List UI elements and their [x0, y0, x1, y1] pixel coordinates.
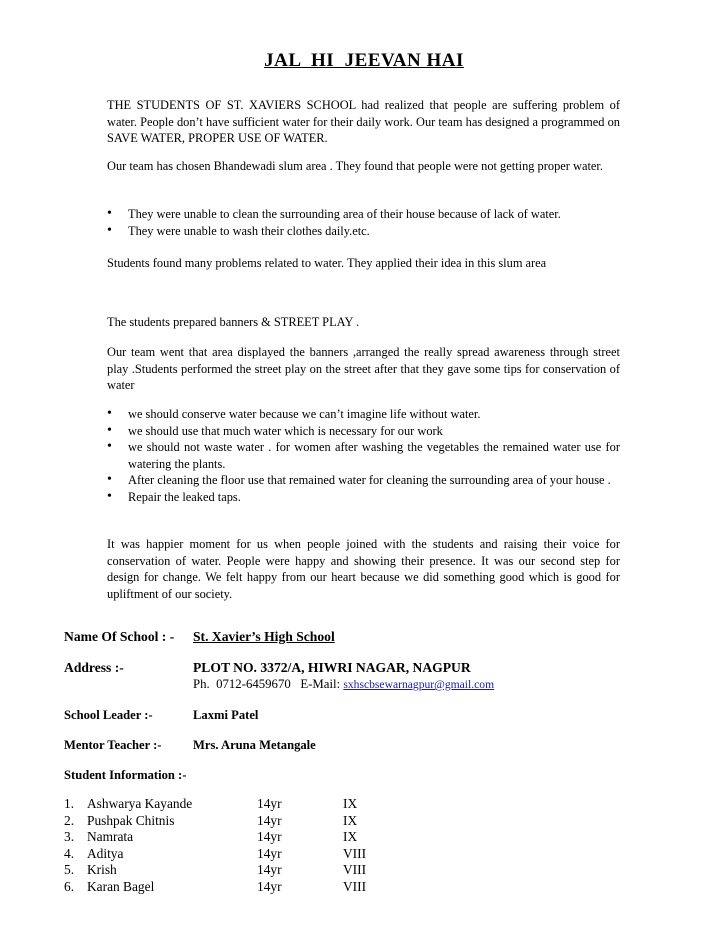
bullet-icon: • — [107, 439, 112, 454]
student-number: 3. — [64, 829, 75, 844]
student-row — [64, 796, 444, 813]
student-name: Ashwarya Kayande — [87, 796, 193, 811]
student-class: IX — [343, 829, 358, 844]
student-number: 5. — [64, 862, 75, 877]
student-class: VIII — [343, 878, 367, 894]
student-class: IX — [343, 812, 358, 828]
area-paragraph: Our team has chosen Bhandewadi slum area . They found that people were not getting proper water. — [107, 159, 603, 173]
student-row — [64, 829, 444, 846]
student-number: 2. — [64, 812, 75, 828]
student-name: Karan Bagel — [87, 878, 155, 894]
student-age: 14yr — [257, 862, 282, 877]
bullet-icon: • — [107, 206, 112, 221]
school-name-value: St. Xavier’s High School — [193, 629, 335, 644]
student-class: IX — [343, 796, 358, 811]
document-title: JAL HI JEEVAN HAI — [264, 50, 464, 71]
street-play-paragraph: Our team went that area displayed the banners ,arranged the really spread awareness through street play .Students performed the street play on the street after that they gave some tips for conservation of water — [107, 345, 620, 392]
document-page: JAL HI JEEVAN HAI THE STUDENTS OF ST. XAVIERS SCHOOL had realized that people are suffering problem of water. People don’t have sufficient water for their daily work. Our team has designed a programmed on SAVE WATER, PROPER USE OF WATER. Our team has chosen Bhandewadi slum area . They found that people were not getting proper water. • They were unable to clean the surrounding area of their house because of lack of water. • They were unable to wash their clothes daily.etc. Students found many problems related to water. They applied their idea in this slum area The students prepared banners & STREET PLAY . Our team went that area displayed the banners ,arranged the really spread awareness through street play .Students performed the street play on the street after that they gave some tips for conservation of water • we should conserve water because we can’t imagine life without water. • we should use that much water which is necessary for our work • we should not waste water . for women after washing the vegetables the remained water use for watering the plants. • After cleaning the floor use that remained water for cleaning the surrounding area of your house . • Repair the leaked taps. It was happier moment for us when people joined with the students and raising their voice for conservation of water. People were happy and showing their presence. It was our second step for design for change. We felt happy from our heart because we did something good which is good for upliftment of our society. Name Of School : - St. Xavier’s High School Address :- PLOT NO. 3372/A, HIWRI NAGAR, NAGPUR Ph. 0712-6459670 E-Mail: sxhscbsewarnagpur@gmail.com School Leader :- Laxmi Patel Mentor Teacher :- Mrs. Aruna Metangale Student Information :- 1. Ashwarya Kayande 14yr IX 2. Pushpak Chitnis 14yr IX 3. Namrata 14yr IX 4. Aditya 14yr VIII 5. Krish 14yr VIII 6. Karan Bagel 14yr VIII — [0, 0, 728, 942]
contact-line — [193, 676, 494, 693]
student-age: 14yr — [257, 796, 282, 811]
student-name: Pushpak Chitnis — [87, 812, 175, 828]
bullet-icon: • — [107, 488, 112, 504]
tips-list — [107, 406, 620, 505]
school-name-label: Name Of School : - — [64, 629, 175, 644]
mentor-label: Mentor Teacher :- — [64, 738, 162, 752]
address-label: Address :- — [64, 660, 124, 675]
problems-paragraph: Students found many problems related to water. They applied their idea in this slum area — [107, 256, 547, 270]
list-item: • They were unable to wash their clothes daily.etc. — [107, 222, 370, 238]
bullet-icon: • — [107, 406, 112, 421]
leader-value: Laxmi Patel — [193, 708, 259, 722]
student-name: Aditya — [87, 845, 124, 861]
student-row — [64, 862, 444, 879]
problems-list — [107, 206, 620, 239]
phone-text: Ph. 0712-6459670 E-Mail: — [193, 677, 344, 691]
leader-label: School Leader :- — [64, 708, 153, 722]
student-number: 6. — [64, 878, 75, 894]
list-item: • we should not waste water . for women after washing the vegetables the remained water use for watering the plants. — [107, 439, 620, 471]
conclusion-paragraph: It was happier moment for us when people joined with the students and raising their voice for conservation of water. People were happy and showing their presence. It was our second step for design for change. We felt happy from our heart because we did something good which is good for upliftment of our society. — [107, 537, 620, 601]
list-item: • we should conserve water because we can’t imagine life without water. — [107, 406, 481, 421]
student-list — [64, 796, 444, 895]
list-item: • Repair the leaked taps. — [107, 488, 241, 504]
student-row — [64, 846, 444, 863]
student-class: VIII — [343, 862, 367, 877]
student-age: 14yr — [257, 812, 282, 828]
mentor-value: Mrs. Aruna Metangale — [193, 738, 316, 752]
bullet-icon: • — [107, 222, 112, 238]
student-name: Namrata — [87, 829, 134, 844]
email-link[interactable]: sxhscbsewarnagpur@gmail.com — [343, 678, 495, 691]
banners-paragraph: The students prepared banners & STREET PLAY . — [107, 315, 360, 329]
bullet-icon: • — [107, 422, 112, 438]
student-row — [64, 879, 444, 896]
student-class: VIII — [343, 845, 367, 861]
list-item: • They were unable to clean the surrounding area of their house because of lack of water. — [107, 206, 561, 221]
student-age: 14yr — [257, 829, 282, 844]
student-number: 1. — [64, 796, 75, 811]
student-name: Krish — [87, 862, 117, 877]
bullet-icon: • — [107, 472, 112, 487]
student-row — [64, 813, 444, 830]
student-number: 4. — [64, 845, 75, 861]
address-value: PLOT NO. 3372/A, HIWRI NAGAR, NAGPUR — [193, 660, 471, 675]
list-item: • we should use that much water which is necessary for our work — [107, 422, 443, 438]
student-age: 14yr — [257, 845, 282, 861]
student-age: 14yr — [257, 878, 282, 894]
intro-paragraph: THE STUDENTS OF ST. XAVIERS SCHOOL had realized that people are suffering problem of water. People don’t have sufficient water for their daily work. Our team has designed a programmed on SAVE WATER, PROPER USE OF WATER. — [107, 98, 620, 145]
list-item: • After cleaning the floor use that remained water for cleaning the surrounding area of your house . — [107, 472, 611, 487]
